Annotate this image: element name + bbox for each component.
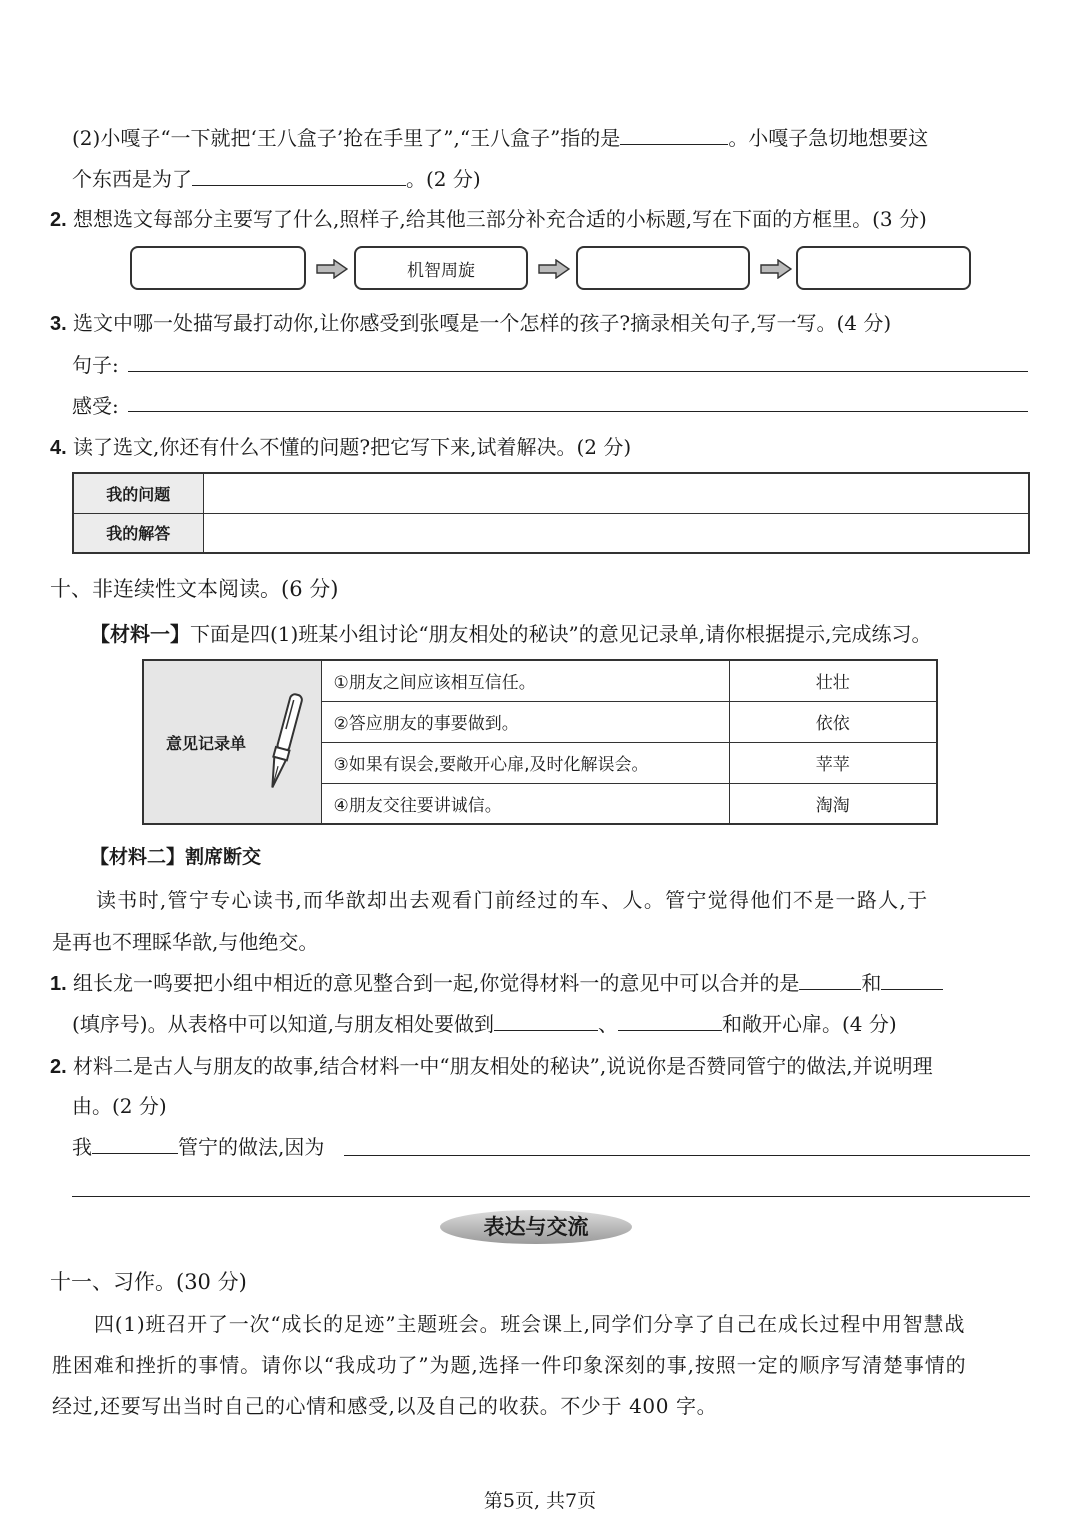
question-1-part-2-line-1 (72, 122, 928, 151)
answer-blank[interactable] (618, 1012, 722, 1031)
answer-blank[interactable] (881, 971, 943, 990)
question-text: 。(2 分) (406, 167, 481, 191)
question-text: (填序号)。从表格中可以知道,与朋友相处要做到 (72, 1012, 494, 1036)
answer-line[interactable] (344, 1155, 1030, 1156)
opinion-sheet-side (143, 660, 321, 824)
material-question-2-line-2: 由。(2 分) (72, 1094, 167, 1118)
arrow-right-icon (316, 259, 348, 279)
question-number: 4. (50, 437, 67, 459)
material-question-2-line-1 (50, 1050, 933, 1079)
arrow-right-icon (760, 259, 792, 279)
speaker-name: 苹苹 (729, 742, 937, 783)
material-2-line-2: 是再也不理睬华歆,与他绝交。 (52, 930, 319, 954)
writing-prompt-line-1: 四(1)班召开了一次“成长的足迹”主题班会。班会课上,同学们分享了自己在成长过程中用智慧战 (94, 1312, 966, 1336)
subtitle-box-2: 机智周旋 (354, 246, 528, 290)
table-row (73, 513, 1029, 553)
material-1-text: 下面是四(1)班某小组讨论“朋友相处的秘诀”的意见记录单,请你根据提示,完成练习。 (190, 622, 932, 646)
question-text: 选文中哪一处描写最打动你,让你感受到张嘎是一个怎样的孩子?摘录相关句子,写一写。(4 分) (73, 311, 892, 335)
question-number: 1. (50, 973, 67, 995)
section-10-title: 十、非连续性文本阅读。(6 分) (50, 577, 339, 601)
opinion-record-table (142, 659, 938, 825)
question-answer-table (72, 472, 1030, 554)
section-11-title: 十一、习作。(30 分) (50, 1270, 247, 1294)
question-3 (50, 307, 891, 336)
opinion-text: ④朋友交往要讲诚信。 (321, 783, 729, 824)
subtitle-box-1[interactable] (130, 246, 306, 290)
question-text: 个东西是为了 (72, 167, 192, 191)
question-text: (2)小嘎子“一下就把‘王八盒子’抢在手里了”,“王八盒子”指的是 (72, 126, 621, 150)
material-1-label: 【材料一】 (90, 622, 190, 646)
my-question-label: 我的问题 (73, 473, 203, 513)
question-text: 想想选文每部分主要写了什么,照样子,给其他三部分补充合适的小标题,写在下面的方框里。(3 分) (73, 207, 927, 231)
question-1-part-2-line-2 (72, 163, 481, 192)
question-text: 读了选文,你还有什么不懂的问题?把它写下来,试着解决。(2 分) (73, 435, 632, 459)
question-text: 组长龙一鸣要把小组中相近的意见整合到一起,你觉得材料一的意见中可以合并的是 (73, 971, 800, 995)
my-question-cell[interactable] (203, 473, 1029, 513)
question-2 (50, 203, 927, 232)
fountain-pen-icon (262, 689, 306, 799)
table-row (143, 660, 937, 701)
table-row (73, 473, 1029, 513)
opinion-text: ①朋友之间应该相互信任。 (321, 660, 729, 701)
speaker-name: 壮壮 (729, 660, 937, 701)
answer-blank[interactable] (799, 971, 861, 990)
speaker-name: 淘淘 (729, 783, 937, 824)
answer-blank[interactable] (494, 1012, 598, 1031)
speaker-name: 依依 (729, 701, 937, 742)
subtitle-box-3[interactable] (576, 246, 750, 290)
sentence-label: 句子: (72, 353, 119, 377)
writing-prompt-line-3: 经过,还要写出当时自己的心情和感受,以及自己的收获。不少于 400 字。 (52, 1394, 718, 1418)
material-2-line-1: 读书时,管宁专心读书,而华歆却出去观看门前经过的车、人。管宁觉得他们不是一路人,于 (96, 888, 929, 912)
question-number: 2. (50, 209, 67, 231)
section-banner-title: 表达与交流 (483, 1215, 589, 1239)
opinion-text: ②答应朋友的事要做到。 (321, 701, 729, 742)
opinion-sheet-label: 意见记录单 (166, 734, 247, 753)
material-question-2-answer (72, 1131, 324, 1160)
answer-blank[interactable] (92, 1135, 178, 1154)
opinion-text: ③如果有误会,要敞开心扉,及时化解误会。 (321, 742, 729, 783)
material-1-intro (90, 618, 932, 647)
material-question-1-line-1 (50, 967, 943, 996)
answer-line[interactable] (72, 1196, 1030, 1197)
question-text: 、 (597, 1012, 618, 1036)
material-2-label: 【材料二】割席断交 (90, 846, 262, 868)
material-question-1-line-2 (72, 1008, 897, 1037)
question-text: 和敞开心扉。(4 分) (721, 1012, 897, 1036)
subtitle-box-4[interactable] (796, 246, 971, 290)
answer-text: 管宁的做法,因为 (178, 1135, 325, 1159)
answer-blank[interactable] (620, 126, 728, 145)
feeling-answer-line[interactable] (128, 411, 1028, 412)
question-4 (50, 431, 631, 460)
question-text: 和 (861, 971, 882, 995)
page-footer: 第5页, 共7页 (483, 1490, 597, 1512)
writing-prompt-line-2: 胜困难和挫折的事情。请你以“我成功了”为题,选择一件印象深刻的事,按照一定的顺序写清楚事情的 (52, 1353, 967, 1377)
answer-prefix: 我 (72, 1135, 92, 1159)
my-answer-label: 我的解答 (73, 513, 203, 553)
question-number: 2. (50, 1056, 67, 1078)
sentence-answer-line[interactable] (128, 371, 1028, 372)
arrow-right-icon (538, 259, 570, 279)
my-answer-cell[interactable] (203, 513, 1029, 553)
feeling-label: 感受: (72, 394, 119, 418)
answer-blank[interactable] (192, 167, 406, 186)
question-number: 3. (50, 313, 67, 335)
question-text: 。小嘎子急切地想要这 (728, 126, 929, 150)
question-text: 材料二是古人与朋友的故事,结合材料一中“朋友相处的秘诀”,说说你是否赞同管宁的做法,并说明理 (73, 1054, 933, 1078)
